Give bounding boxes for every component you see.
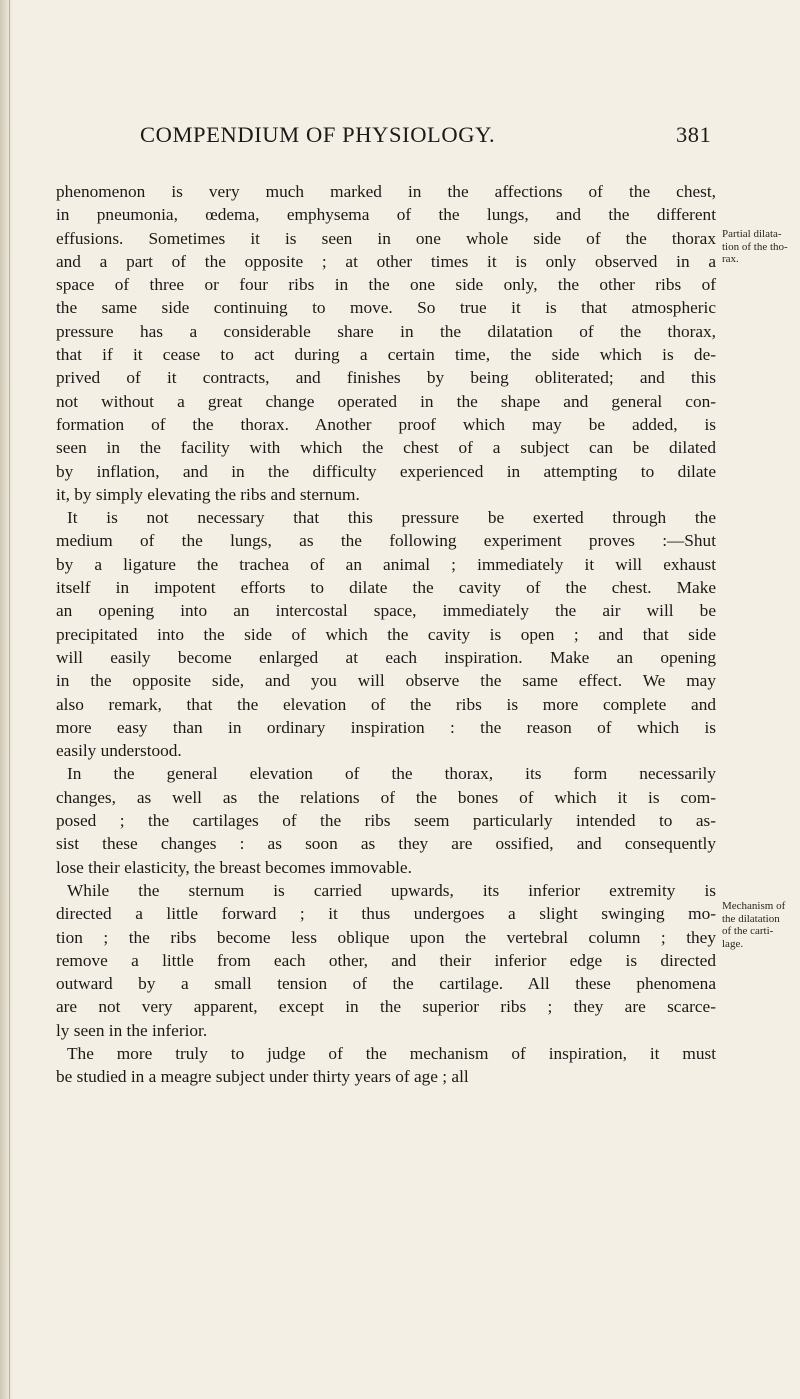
margin-note-line: Mechanism of — [722, 900, 786, 912]
margin-note-line: Partial dilata- — [722, 228, 782, 240]
page-number: 381 — [676, 122, 712, 147]
margin-note-line: rax. — [722, 253, 739, 265]
text-line: will easily become enlarged at each inspiration. Make an opening — [56, 647, 716, 667]
page-binding-edge — [9, 0, 10, 1399]
page-binding-shadow — [0, 0, 14, 1399]
running-title: COMPENDIUM OF PHYSIOLOGY. — [140, 122, 496, 147]
text-line: lose their elasticity, the breast becomes immovable. — [56, 857, 412, 877]
text-line: in pneumonia, œdema, emphysema of the lungs, and the different — [56, 205, 716, 225]
margin-note-partial-dilatation — [722, 228, 796, 266]
text-line: space of three or four ribs in the one side only, the other ribs of — [56, 275, 716, 295]
text-line: formation of the thorax. Another proof which may be added, is — [56, 414, 716, 434]
text-line: sist these changes : as soon as they are ossified, and consequently — [56, 834, 716, 854]
text-line: itself in impotent efforts to dilate the cavity of the chest. Make — [56, 578, 716, 598]
text-line: The more truly to judge of the mechanism of inspiration, it must — [67, 1043, 716, 1063]
text-line: It is not necessary that this pressure be exerted through the — [67, 508, 716, 528]
text-line: phenomenon is very much marked in the affections of the chest, — [56, 182, 716, 201]
text-line: posed ; the cartilages of the ribs seem particularly intended to as- — [56, 811, 716, 831]
text-line: by a ligature the trachea of an animal ; immediately it will exhaust — [56, 554, 716, 574]
text-line: it, by simply elevating the ribs and sternum. — [56, 484, 360, 504]
text-line: ly seen in the inferior. — [56, 1020, 208, 1040]
margin-note-mechanism — [722, 900, 796, 950]
text-line: tion ; the ribs become less oblique upon the vertebral column ; they — [56, 927, 716, 947]
text-line: and a part of the opposite ; at other times it is only observed in a — [56, 251, 716, 271]
text-line: in the opposite side, and you will observe the same effect. We may — [56, 671, 716, 691]
margin-note-line: lage. — [722, 937, 744, 950]
page-header — [0, 122, 800, 156]
text-line: remove a little from each other, and their inferior edge is directed — [56, 950, 716, 970]
text-line: While the sternum is carried upwards, its inferior extremity is — [67, 880, 716, 900]
text-line: changes, as well as the relations of the bones of which it is com- — [56, 787, 716, 807]
text-line: easily understood. — [56, 741, 182, 761]
text-line: not without a great change operated in the shape and general con- — [56, 391, 716, 411]
text-line: In the general elevation of the thorax, its form necessarily — [67, 764, 716, 784]
margin-note-line: tion of the tho- — [722, 240, 788, 253]
text-line: an opening into an intercostal space, immediately the air will be — [56, 601, 716, 621]
text-line: medium of the lungs, as the following experiment proves :—Shut — [56, 531, 716, 551]
text-line: pressure has a considerable share in the dilatation of the thorax, — [56, 321, 716, 341]
text-line: effusions. Sometimes it is seen in one whole side of the thorax — [56, 228, 716, 248]
margin-note-line: the dilatation — [722, 912, 780, 925]
text-line: by inflation, and in the difficulty experienced in attempting to dilate — [56, 461, 716, 481]
text-line: are not very apparent, except in the superior ribs ; they are scarce- — [56, 997, 716, 1017]
text-line: also remark, that the elevation of the ribs is more complete and — [56, 694, 716, 714]
body-text — [56, 180, 716, 1089]
text-line: the same side continuing to move. So true it is that atmospheric — [56, 298, 716, 318]
text-line: be studied in a meagre subject under thirty years of age ; all — [56, 1067, 469, 1087]
text-line: outward by a small tension of the cartilage. All these phenomena — [56, 974, 716, 994]
text-line: that if it cease to act during a certain time, the side which is de- — [56, 345, 716, 365]
text-line: more easy than in ordinary inspiration : the reason of which is — [56, 717, 716, 737]
text-line: prived of it contracts, and finishes by being obliterated; and this — [56, 368, 716, 388]
margin-note-line: of the carti- — [722, 925, 774, 937]
text-line: precipitated into the side of which the cavity is open ; and that side — [56, 624, 716, 644]
text-line: directed a little forward ; it thus undergoes a slight swinging mo- — [56, 904, 716, 924]
text-line: seen in the facility with which the chest of a subject can be dilated — [56, 438, 716, 458]
